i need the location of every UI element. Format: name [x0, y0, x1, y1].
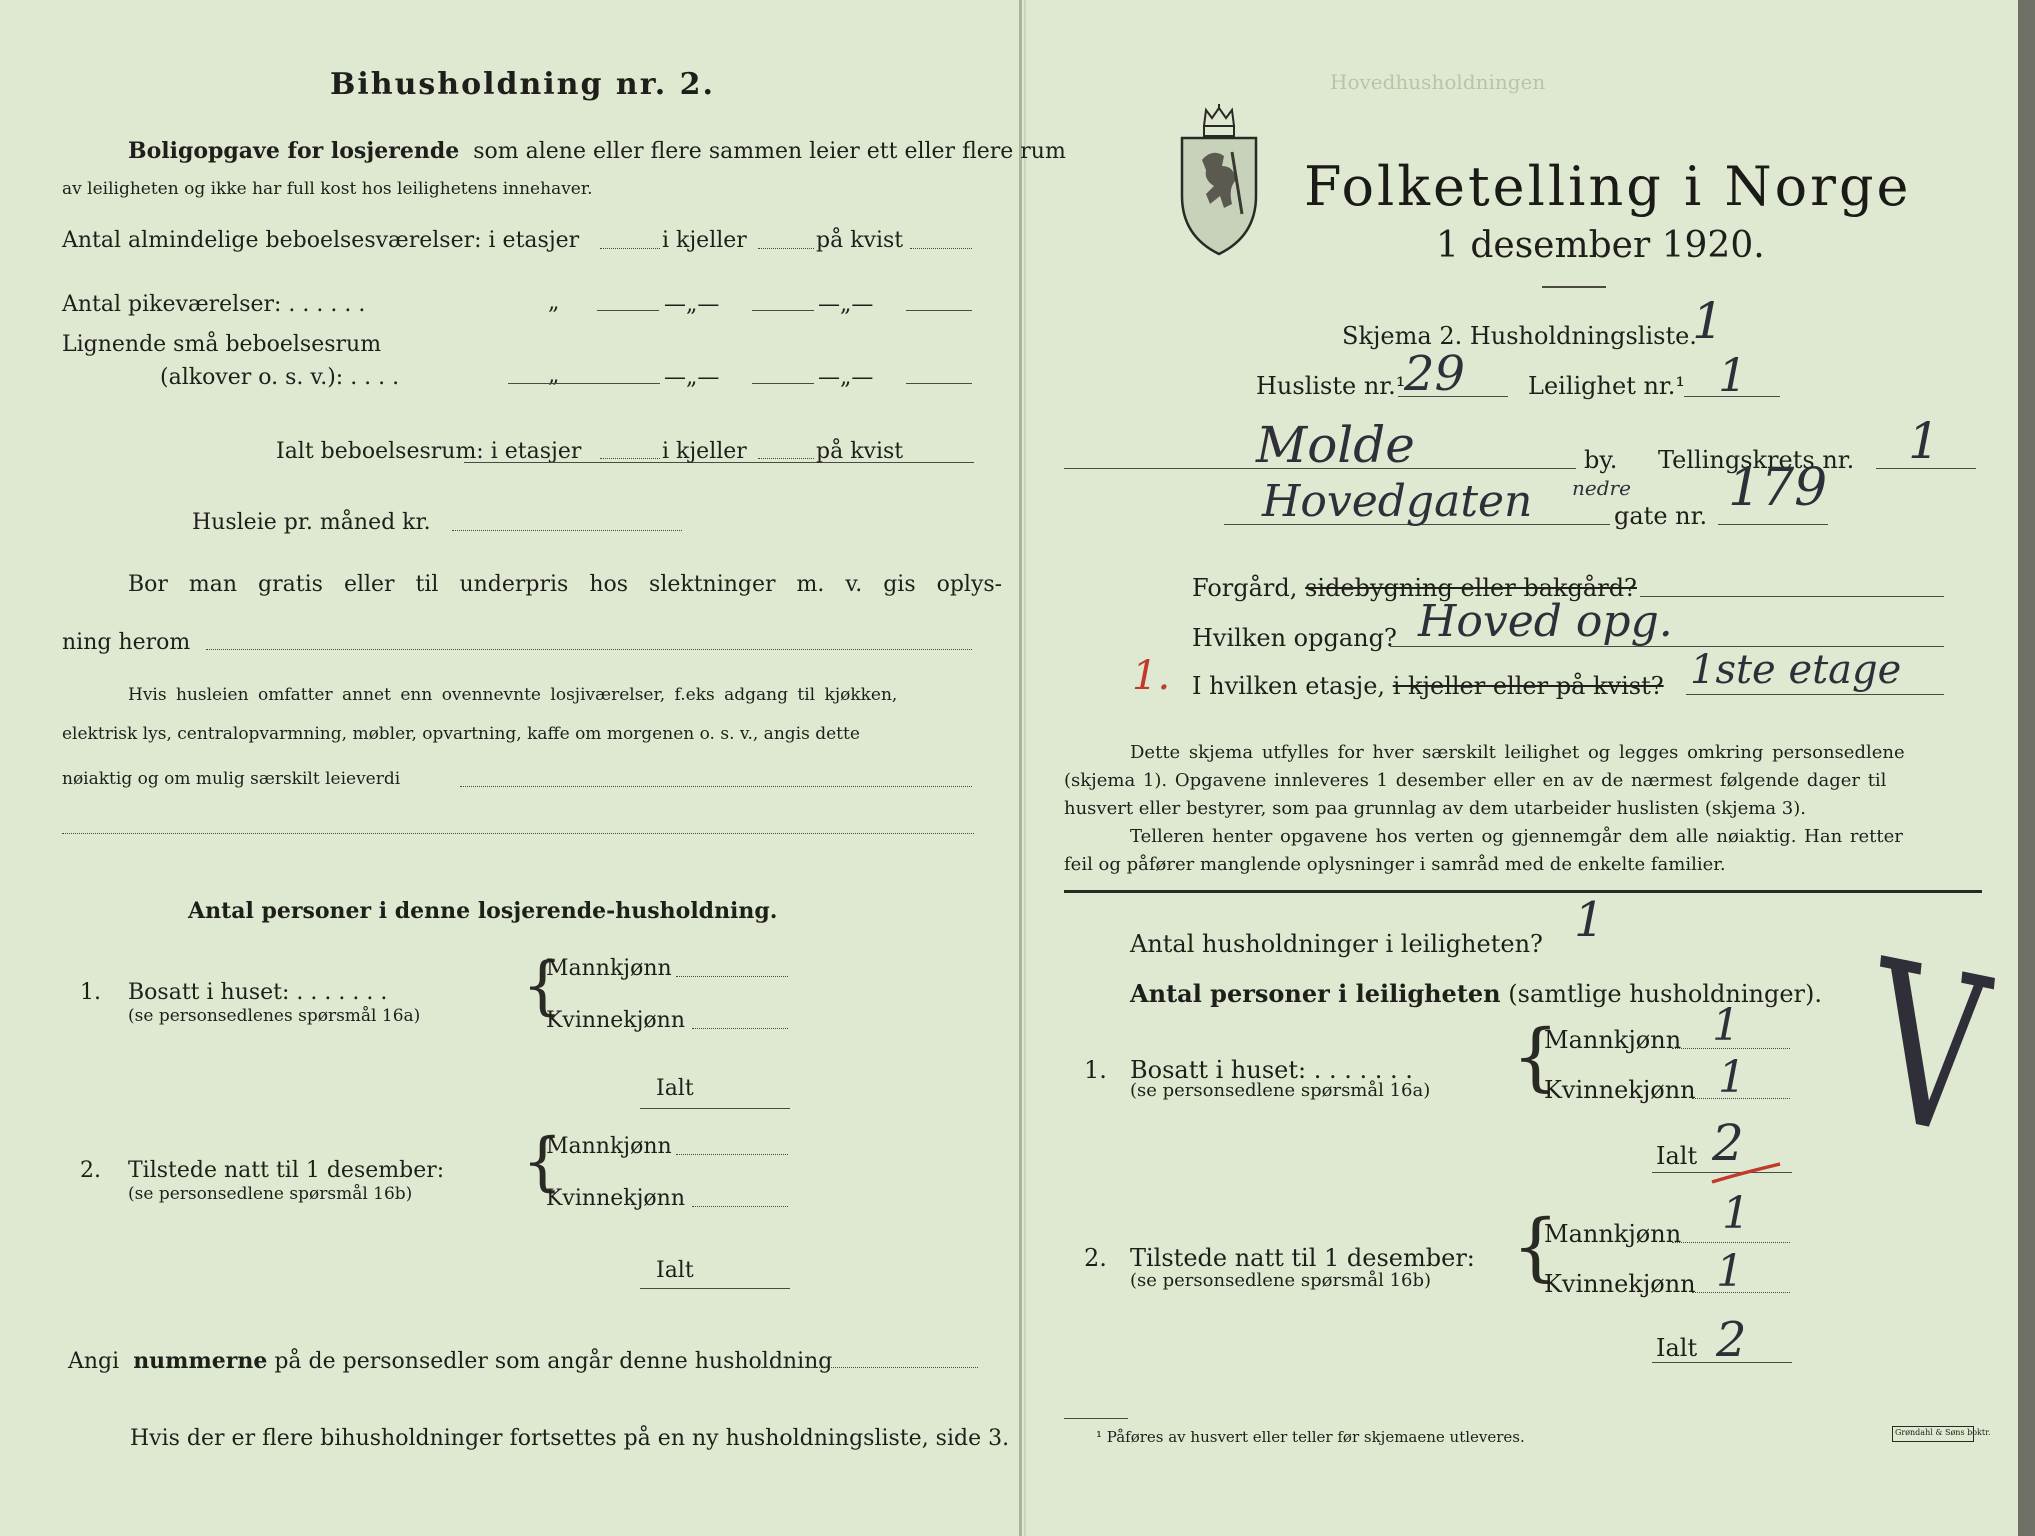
left-q2-ialt-field[interactable] — [640, 1288, 790, 1289]
hw-gate-insert: nedre — [1572, 476, 1631, 500]
scan-edge — [2018, 0, 2035, 1536]
right-q1-sub: (se personsedlene spørsmål 16a) — [1130, 1080, 1431, 1101]
right-footnote: ¹ Påføres av husvert eller teller før skjemaene utleveres. — [1096, 1428, 1525, 1446]
alkover-field-3[interactable] — [906, 383, 972, 384]
tally-check-icon: V — [1861, 912, 1997, 1188]
hw-opgang: Hoved opg. — [1418, 596, 1673, 647]
instr-line-5: feil og påfører manglende oplysninger i samråd med de enkelte familier. — [1064, 854, 1726, 875]
alkover-ditto-2: —„— — [664, 365, 720, 390]
right-q2-brace: { — [1512, 1204, 1560, 1290]
left-q1-mann-label: Mannkjønn — [546, 956, 672, 981]
left-q2-kvinne-label: Kvinnekjønn — [546, 1186, 685, 1211]
ialt-kjeller-label: i kjeller — [662, 439, 747, 464]
bleed-through: Hovedhusholdningen — [1330, 70, 1546, 94]
rooms-etasjer-field[interactable] — [600, 248, 660, 249]
printer-mark: Grøndahl & Søns boktr. — [1892, 1426, 1974, 1442]
right-q1-ialt-label: Ialt — [1656, 1142, 1698, 1170]
tellingskrets-label: Tellingskrets nr. — [1658, 446, 1855, 474]
instr-line-1: Dette skjema utfylles for hver særskilt leilighet og legges omkring personsedlene — [1130, 742, 1905, 763]
ialt-rooms-label: Ialt beboelsesrum: i etasjer — [276, 439, 582, 464]
forgard-field[interactable] — [1640, 596, 1944, 597]
pike-field-1[interactable] — [597, 310, 659, 311]
gate-label: gate nr. — [1614, 502, 1708, 530]
left-q1-brace: { — [522, 949, 563, 1023]
ialt-kjeller-field[interactable] — [758, 458, 814, 459]
left-footer: Hvis der er flere bihusholdninger fortsettes på en ny husholdningsliste, side 3. — [130, 1426, 1010, 1451]
note-line-3: nøiaktig og om mulig særskilt leieverdi — [62, 769, 401, 789]
right-q1-num: 1. — [1084, 1056, 1107, 1084]
rooms-kvist-label: på kvist — [816, 228, 904, 253]
husleie-field[interactable] — [452, 530, 682, 531]
by-label: by. — [1584, 446, 1618, 474]
pike-field-3[interactable] — [906, 310, 972, 311]
right-q1-label: Bosatt i huset: . . . . . . . — [1130, 1056, 1413, 1084]
left-q2-mann-field[interactable] — [676, 1154, 788, 1155]
note-line-2: elektrisk lys, centralopvarmning, møbler, opvartning, kaffe om morgenen o. s. v., angis dette — [62, 724, 860, 744]
right-persons-heading: Antal personer i leiligheten (samtlige husholdninger). — [1130, 979, 1823, 1008]
pike-label: Antal pikeværelser: . . . . . . — [62, 292, 366, 317]
alkover-field-2[interactable] — [752, 383, 814, 384]
pike-ditto-3: —„— — [818, 292, 874, 317]
coat-of-arms-icon — [1176, 104, 1262, 256]
hw-q2-mann: 1 — [1722, 1188, 1750, 1239]
note-field-2[interactable] — [62, 833, 974, 834]
instr-line-2: (skjema 1). Opgavene innleveres 1 desember eller en av de nærmest følgende dager til — [1064, 770, 1887, 791]
hw-red-mark: 1. — [1132, 653, 1171, 699]
left-q1-sub: (se personsedlenes spørsmål 16a) — [128, 1006, 421, 1026]
right-q1-brace: { — [1512, 1014, 1560, 1100]
hw-gate-nr: 179 — [1728, 458, 1828, 518]
rooms-kjeller-label: i kjeller — [662, 228, 747, 253]
left-q2-sub: (se personsedlene spørsmål 16b) — [128, 1184, 413, 1204]
left-q1-ialt-label: Ialt — [656, 1076, 694, 1101]
left-q2-kvinne-field[interactable] — [692, 1206, 788, 1207]
right-q1-kvinne-label: Kvinnekjønn — [1544, 1076, 1696, 1104]
left-q1-num: 1. — [80, 980, 101, 1005]
left-q1-kvinne-label: Kvinnekjønn — [546, 1008, 685, 1033]
pike-ditto-2: —„— — [664, 292, 720, 317]
left-title: Bihusholdning nr. 2. — [330, 67, 715, 102]
bor-field[interactable] — [206, 649, 972, 650]
note-field-1[interactable] — [460, 786, 972, 787]
opgang-label: Hvilken opgang? — [1192, 624, 1397, 652]
gate-nr-field[interactable] — [1718, 524, 1828, 525]
right-q2-ialt-label: Ialt — [1656, 1334, 1698, 1362]
ialt-etasjer-field[interactable] — [600, 458, 660, 459]
left-q2-num: 2. — [80, 1158, 101, 1183]
section-divider — [1064, 890, 1982, 893]
husleie-label: Husleie pr. måned kr. — [192, 510, 431, 535]
hw-husliste-nr: 29 — [1404, 346, 1466, 402]
etasje-field[interactable] — [1686, 694, 1944, 695]
alkover-label: (alkover o. s. v.): . . . . — [160, 365, 400, 390]
pike-field-2[interactable] — [752, 310, 814, 311]
hw-q2-ialt: 2 — [1716, 1312, 1747, 1368]
left-q1-ialt-field[interactable] — [640, 1108, 790, 1109]
right-q2-sub: (se personsedlene spørsmål 16b) — [1130, 1270, 1432, 1291]
husliste-label: Husliste nr.¹ — [1256, 372, 1406, 400]
etasje-label: I hvilken etasje, i kjeller eller på kvist? — [1192, 672, 1664, 700]
hw-husholdningsliste-nr: 1 — [1692, 292, 1724, 350]
right-q2-mann-label: Mannkjønn — [1544, 1220, 1682, 1248]
rooms-kjeller-field[interactable] — [758, 248, 814, 249]
pike-ditto: „ — [548, 290, 560, 315]
right-date: 1 desember 1920. — [1436, 225, 1765, 266]
right-q2-label: Tilstede natt til 1 desember: — [1130, 1244, 1475, 1272]
hw-gate: Hovedgaten — [1262, 476, 1533, 527]
bor-line-1: Bor man gratis eller til underpris hos slektninger m. v. gis oplys- — [128, 572, 1003, 597]
left-q1-label: Bosatt i huset: . . . . . . . — [128, 980, 388, 1005]
page-fold-shadow — [1024, 0, 1026, 1536]
hw-q1-kvinne: 1 — [1718, 1052, 1746, 1103]
note-line-1: Hvis husleien omfatter annet enn ovennevnte losjiværelser, f.eks adgang til kjøkken, — [128, 685, 898, 705]
left-q2-ialt-label: Ialt — [656, 1258, 694, 1283]
footnote-rule — [1064, 1418, 1128, 1419]
ialt-kvist-label: på kvist — [816, 439, 904, 464]
rooms-kvist-field[interactable] — [910, 248, 972, 249]
left-q2-mann-label: Mannkjønn — [546, 1134, 672, 1159]
instr-line-3: husvert eller bestyrer, som paa grunnlag av dem utarbeider huslisten (skjema 3). — [1064, 798, 1806, 819]
leilighet-label: Leilighet nr.¹ — [1528, 372, 1686, 400]
rooms-label: Antal almindelige beboelsesværelser: i etasjer — [62, 228, 580, 253]
hw-q1-ialt: 2 — [1712, 1114, 1744, 1172]
forgard-label: Forgård, sidebygning eller bakgård? — [1192, 574, 1637, 602]
right-title: Folketelling i Norge — [1304, 155, 1912, 218]
hw-etasje: 1ste etage — [1690, 647, 1902, 693]
hw-q1-mann: 1 — [1712, 1000, 1740, 1051]
households-label: Antal husholdninger i leiligheten? — [1130, 930, 1543, 958]
hw-by: Molde — [1256, 416, 1415, 474]
alkover-ditto-3: —„— — [818, 365, 874, 390]
hw-households: 1 — [1574, 892, 1605, 948]
alkover-field-1[interactable] — [508, 383, 660, 384]
right-q1-mann-label: Mannkjønn — [1544, 1026, 1682, 1054]
hw-tellingskrets-nr: 1 — [1908, 412, 1940, 470]
angi-field[interactable] — [752, 1367, 978, 1368]
intro-line-2: av leiligheten og ikke har full kost hos leilighetens innehaver. — [62, 179, 593, 199]
left-q2-brace: { — [522, 1125, 563, 1199]
left-q1-kvinne-field[interactable] — [692, 1028, 788, 1029]
red-check-mark — [1708, 1160, 1788, 1190]
title-rule — [1542, 286, 1606, 288]
angi-line: Angi nummerne på de personsedler som angår denne husholdning — [68, 1348, 833, 1374]
lignende-label: Lignende små beboelsesrum — [62, 332, 382, 357]
bor-line-2: ning herom — [62, 630, 191, 655]
intro-line-1: Boligopgave for losjerende som alene eller flere sammen leier ett eller flere rum — [128, 138, 1066, 164]
skjema-label: Skjema 2. Husholdningsliste. — [1342, 322, 1697, 350]
left-persons-heading: Antal personer i denne losjerende-husholdning. — [188, 898, 778, 924]
left-q2-label: Tilstede natt til 1 desember: — [128, 1158, 445, 1183]
hw-leilighet-nr: 1 — [1718, 348, 1748, 402]
right-q2-num: 2. — [1084, 1244, 1107, 1272]
alkover-ditto: „ — [548, 363, 560, 388]
hw-q2-kvinne: 1 — [1716, 1246, 1744, 1297]
right-q2-mann-field[interactable] — [1672, 1242, 1790, 1243]
page-fold — [1019, 0, 1022, 1536]
left-q1-mann-field[interactable] — [676, 976, 788, 977]
right-q2-kvinne-label: Kvinnekjønn — [1544, 1270, 1696, 1298]
instr-line-4: Telleren henter opgavene hos verten og gjennemgår dem alle nøiaktig. Han retter — [1130, 826, 1903, 847]
